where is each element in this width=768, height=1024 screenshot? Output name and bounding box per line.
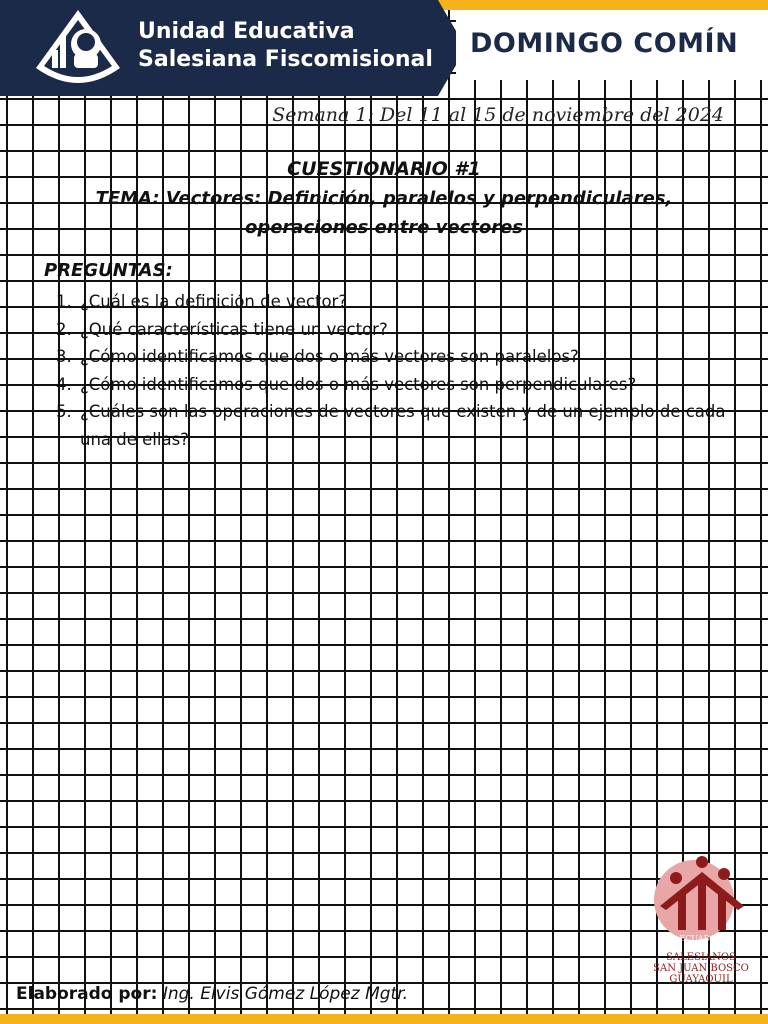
seal-line2: SAN JUAN BOSCO	[653, 963, 749, 974]
author-credit	[16, 984, 408, 1004]
question-item	[56, 288, 726, 316]
question-text: ¿Cómo identificamos que dos o más vectores son perpendiculares?	[80, 374, 637, 394]
question-text: ¿Cuál es la definición de vector?	[80, 292, 348, 311]
question-number: 5.	[56, 402, 72, 421]
topic-heading: TEMA: Vectores: Definición, paralelos y perpendiculares, operaciones entre vectores	[95, 188, 673, 238]
question-item	[56, 316, 726, 344]
question-item	[56, 343, 726, 371]
seal-line1: SALESIANOS	[666, 952, 736, 963]
questions-heading: PREGUNTAS:	[44, 260, 173, 281]
school-name-line1: Unidad Educativa	[138, 19, 355, 44]
school-name-line2: Salesiana Fiscomisional	[138, 47, 433, 72]
question-text: ¿Cómo identificamos que dos o más vectores son paralelos?	[80, 347, 579, 366]
week-dates: Semana 1: Del 11 al 15 de noviembre del 2024	[272, 104, 724, 126]
question-number: 2.	[56, 319, 72, 339]
school-brand-name: DOMINGO COMÍN	[470, 28, 739, 59]
question-number: 4.	[56, 374, 72, 394]
question-item	[56, 371, 726, 399]
author-label: Elaborado por:	[16, 984, 158, 1004]
questions-list	[56, 288, 726, 453]
school-logo-icon	[30, 6, 126, 88]
question-number: 3.	[56, 347, 72, 366]
footer-accent-bar	[0, 1014, 768, 1024]
question-text: ¿Qué características tiene un vector?	[80, 319, 388, 339]
question-item	[56, 398, 726, 453]
seal-line3: GUAYAQUIL	[669, 974, 733, 985]
header-accent-bar	[430, 0, 768, 10]
seal-country: ECUADOR	[679, 934, 723, 943]
author-name: Ing. Elvis Gómez López Mgtr.	[162, 984, 409, 1004]
question-text: ¿Cuáles son las operaciones de vectores que existen y de un ejemplo de cada una de ellas?	[80, 402, 726, 449]
question-number: 1.	[56, 292, 72, 311]
header	[0, 0, 768, 96]
page-title: CUESTIONARIO #1	[287, 158, 481, 180]
salesianos-seal	[648, 850, 754, 990]
